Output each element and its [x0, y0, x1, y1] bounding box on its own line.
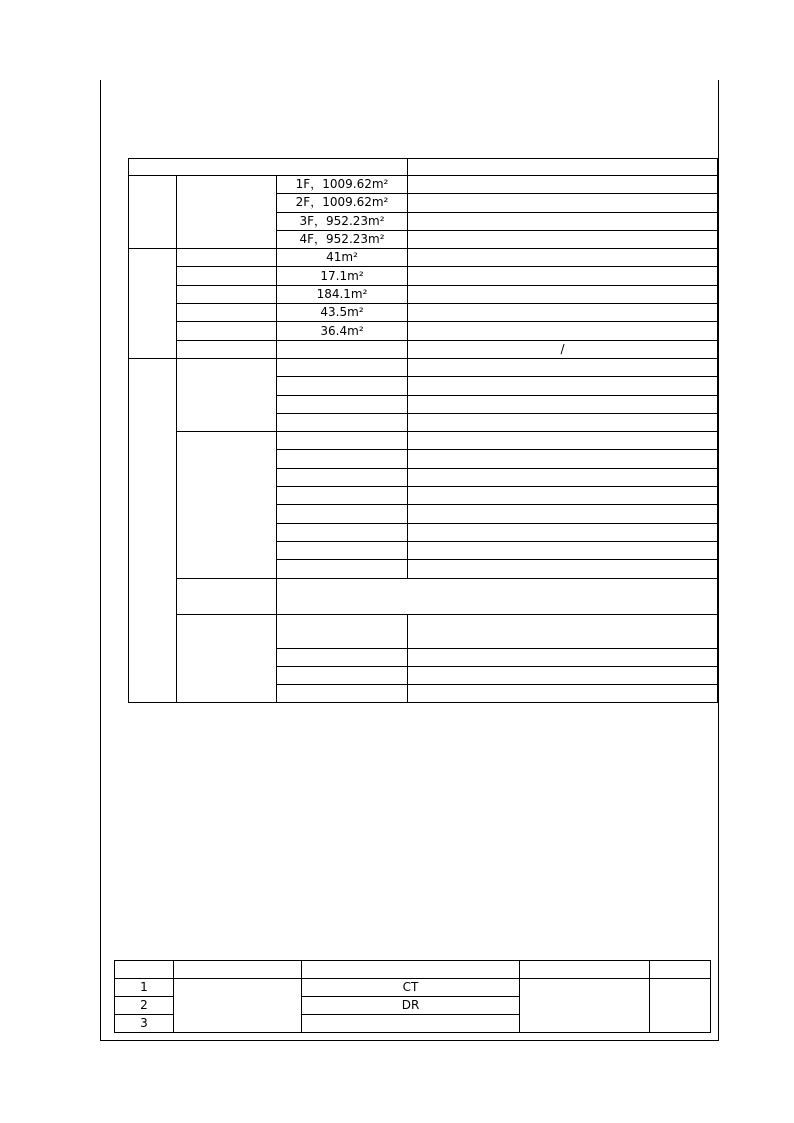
sub-label: [177, 267, 277, 285]
table-row: [129, 578, 718, 614]
item-cell: [277, 468, 408, 486]
desc-cell: [408, 648, 718, 666]
desc-cell: [408, 413, 718, 431]
function-cell: [174, 979, 302, 1033]
equipment-table: [114, 960, 711, 1033]
name-cell: DR: [302, 997, 520, 1015]
desc-cell: [408, 541, 718, 559]
index-cell: 1: [115, 979, 174, 997]
desc-cell: [408, 450, 718, 468]
header-cell: [129, 159, 408, 176]
item-cell: [277, 377, 408, 395]
item-cell: [277, 395, 408, 413]
table-row: [129, 340, 718, 358]
desc-cell: [408, 487, 718, 505]
item-cell: [277, 560, 408, 578]
item-cell: 2F，1009.62m²: [277, 194, 408, 212]
building-function-table: [128, 158, 718, 703]
header-cell: [650, 961, 711, 979]
desc-cell: /: [408, 340, 718, 358]
desc-cell: [408, 377, 718, 395]
desc-cell: [408, 505, 718, 523]
name-cell: CT: [302, 979, 520, 997]
item-cell: [277, 666, 408, 684]
desc-cell: [408, 230, 718, 248]
sub-label: [177, 578, 277, 614]
item-cell: [277, 413, 408, 431]
sub-label: [177, 432, 277, 578]
desc-cell: [408, 432, 718, 450]
name-cell: [302, 1015, 520, 1033]
header-cell: [115, 961, 174, 979]
item-cell: 41m²: [277, 249, 408, 267]
item-cell: 36.4m²: [277, 322, 408, 340]
desc-cell: [408, 560, 718, 578]
item-cell: [277, 340, 408, 358]
desc-cell: [408, 267, 718, 285]
desc-cell: [408, 685, 718, 703]
table-row: [129, 304, 718, 322]
item-cell: 1F，1009.62m²: [277, 176, 408, 194]
table-row: [129, 614, 718, 648]
desc-cell: [408, 194, 718, 212]
item-cell: [277, 523, 408, 541]
item-cell: 184.1m²: [277, 285, 408, 303]
table-row: [115, 979, 711, 997]
sub-label: [177, 358, 277, 431]
desc-cell: [408, 212, 718, 230]
desc-cell: [408, 666, 718, 684]
desc-cell: [408, 395, 718, 413]
group-label: [129, 176, 177, 249]
model-cell: [520, 979, 650, 1033]
item-cell: [277, 685, 408, 703]
item-cell: [277, 432, 408, 450]
table-row: [129, 267, 718, 285]
quantity-cell: [650, 979, 711, 1033]
header-cell: [520, 961, 650, 979]
desc-cell: [408, 322, 718, 340]
desc-cell: [408, 358, 718, 376]
item-cell: [277, 487, 408, 505]
sub-label: [177, 285, 277, 303]
index-cell: 3: [115, 1015, 174, 1033]
item-cell: [277, 358, 408, 376]
item-cell: 17.1m²: [277, 267, 408, 285]
item-cell: [277, 505, 408, 523]
desc-cell: [408, 176, 718, 194]
header-cell: [174, 961, 302, 979]
header-cell: [408, 159, 718, 176]
sub-label: [177, 322, 277, 340]
table-row: [115, 961, 711, 979]
desc-cell: [408, 285, 718, 303]
sub-label: [177, 249, 277, 267]
sub-label: [177, 176, 277, 249]
sub-label: [177, 304, 277, 322]
group-label: [129, 249, 177, 359]
item-cell: 3F，952.23m²: [277, 212, 408, 230]
item-cell: [277, 450, 408, 468]
header-cell: [302, 961, 520, 979]
desc-cell: [408, 304, 718, 322]
table-row: [129, 159, 718, 176]
desc-cell: [277, 578, 718, 614]
desc-cell: [408, 523, 718, 541]
index-cell: 2: [115, 997, 174, 1015]
table-row: [129, 432, 718, 450]
item-cell: [277, 541, 408, 559]
sub-label: [177, 340, 277, 358]
table-row: [129, 358, 718, 376]
group-label: [129, 358, 177, 702]
table-row: [129, 285, 718, 303]
desc-cell: [408, 468, 718, 486]
table-row: [129, 249, 718, 267]
sub-label: [177, 614, 277, 703]
desc-cell: [408, 249, 718, 267]
item-cell: 4F，952.23m²: [277, 230, 408, 248]
item-cell: 43.5m²: [277, 304, 408, 322]
table-row: [129, 176, 718, 194]
item-cell: [277, 614, 408, 648]
item-cell: [277, 648, 408, 666]
desc-cell: [408, 614, 718, 648]
table-row: [129, 322, 718, 340]
